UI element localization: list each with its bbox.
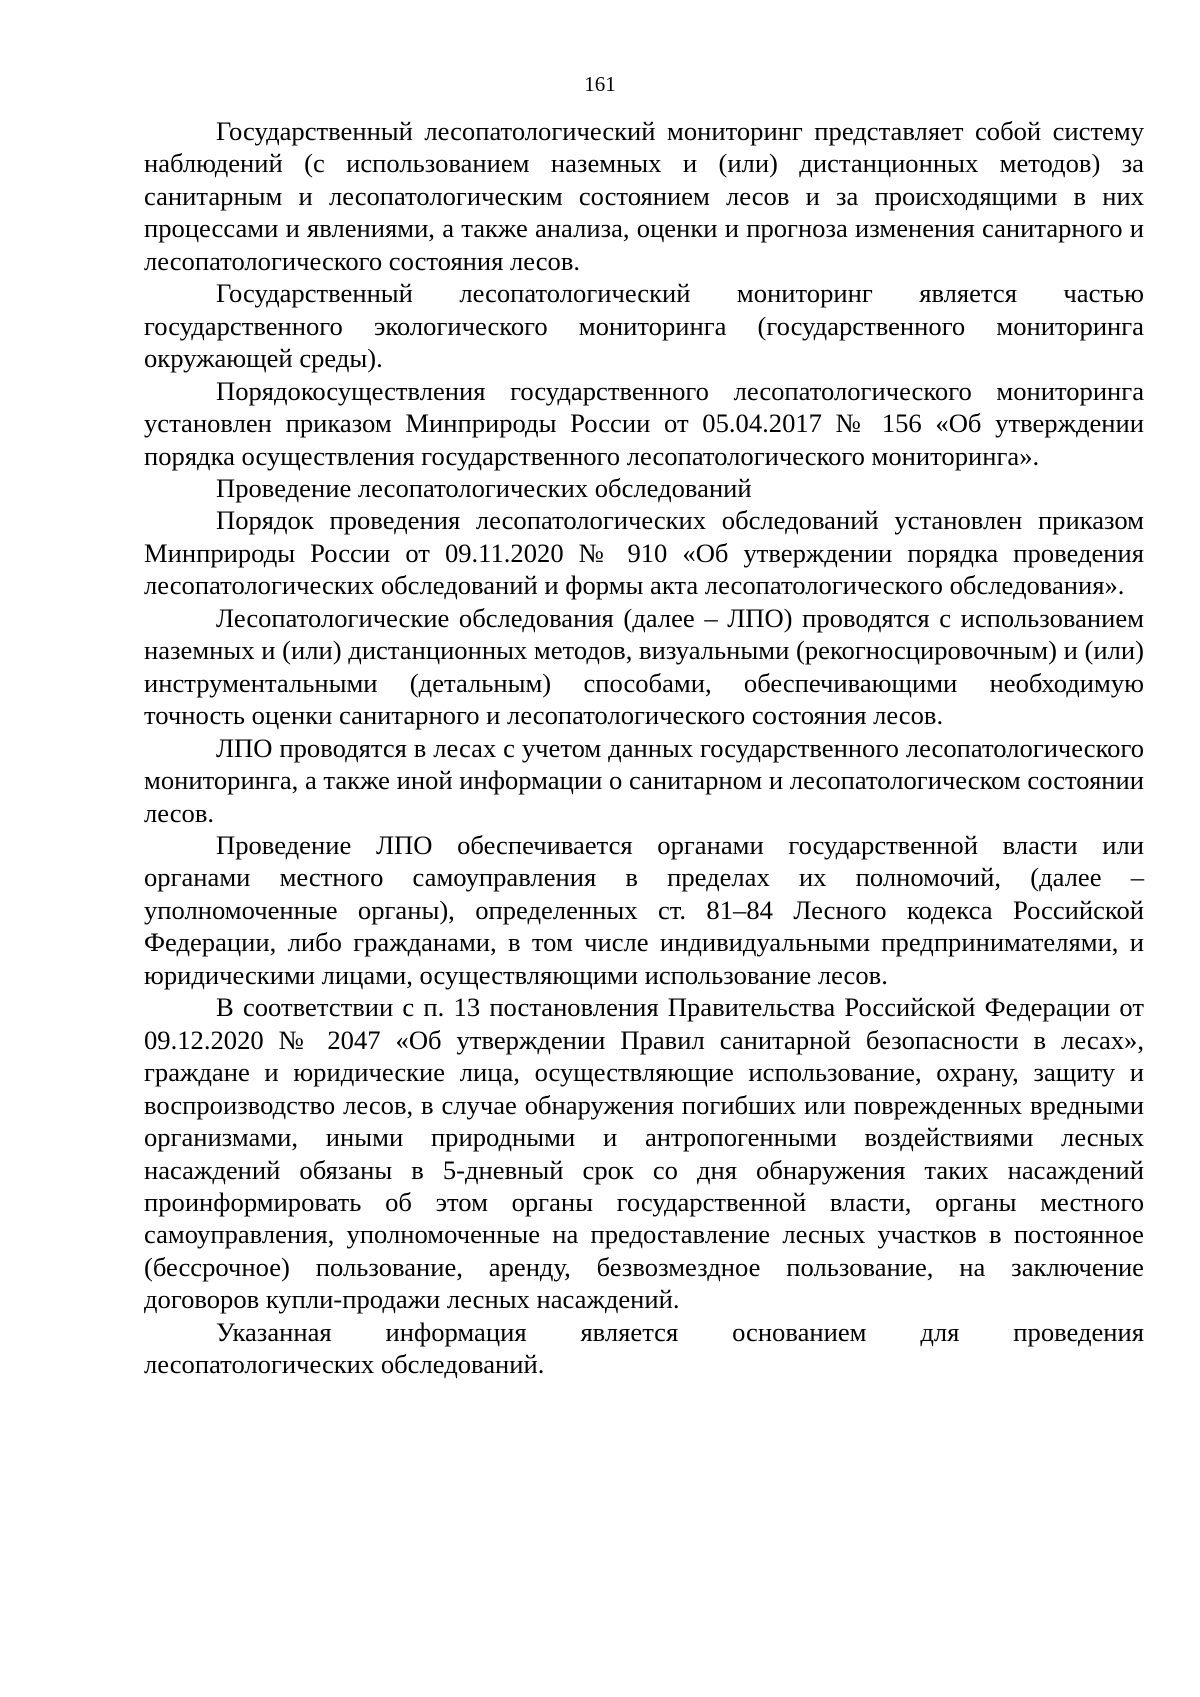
paragraph-monitoring-order: Порядокосуществления государственного лесопатологического мониторинга установлен приказом Минприроды России от 05.04.2017 № 156 «Об утверждении порядка осуществления государственного лесопатологического мониторинга». <box>144 375 1144 471</box>
paragraph-survey-methods: Лесопатологические обследования (далее – ЛПО) проводятся с использованием наземных и (или) дистанционных методов, визуальными (рекогносцировочным) и (или) инструментальными (детальным) способами, обеспечивающими необходимую точность оценки санитарного и лесопатологического состояния лесов. <box>144 602 1144 731</box>
paragraph-monitoring-definition: Государственный лесопатологический мониторинг представляет собой систему наблюдений (с использованием наземных и (или) дистанционных методов) за санитарным и лесопатологическим состоянием лесов и за происходящими в них процессами и явлениями, а также анализа, оценки и прогноза изменения санитарного и лесопатологического состояния лесов. <box>144 116 1144 276</box>
paragraph-survey-order: Порядок проведения лесопатологических обследований установлен приказом Минприроды России от 09.11.2020 № 910 «Об утверждении порядка проведения лесопатологических обследований и формы акта лесопатологического обследования». <box>144 505 1144 601</box>
paragraph-sanitary-rules: В соответствии с п. 13 постановления Правительства Российской Федерации от 09.12.2020 № 2047 «Об утверждении Правил санитарной безопасности в лесах», граждане и юридические лица, осуществляющие использование, охрану, защиту и воспроизводство лесов, в случае обнаружения погибших или поврежденных вредными организмами, иными природными и антропогенными воздействиями лесных насаждений обязаны в 5-дневный срок со дня обнаружения таких насаждений проинформировать об этом органы государственной власти, органы местного самоуправления, уполномоченные на предоставление лесных участков в постоянное (бессрочное) пользование, аренду, безвозмездное пользование, на заключение договоров купли-продажи лесных насаждений. <box>144 992 1144 1315</box>
body-text <box>144 115 1144 1381</box>
section-heading-surveys: Проведение лесопатологических обследований <box>216 472 752 503</box>
paragraph-monitoring-part: Государственный лесопатологический мониторинг является частью государственного экологического мониторинга (государственного мониторинга окружающей среды). <box>144 278 1144 374</box>
paragraph-survey-data: ЛПО проводятся в лесах с учетом данных государственного лесопатологического мониторинга, а также иной информации о санитарном и лесопатологическом состоянии лесов. <box>144 732 1144 828</box>
paragraph-survey-basis: Указанная информация является основанием для проведения лесопатологических обследований. <box>144 1316 1144 1380</box>
paragraph-survey-authorities: Проведение ЛПО обеспечивается органами государственной власти или органами местного самоуправления в пределах их полномочий, (далее – уполномоченные органы), определенных ст. 81–84 Лесного кодекса Российской Федерации, либо гражданами, в том числе индивидуальными предпринимателями, и юридическими лицами, осуществляющими использование лесов. <box>144 829 1144 990</box>
page-number: 161 <box>584 72 616 96</box>
